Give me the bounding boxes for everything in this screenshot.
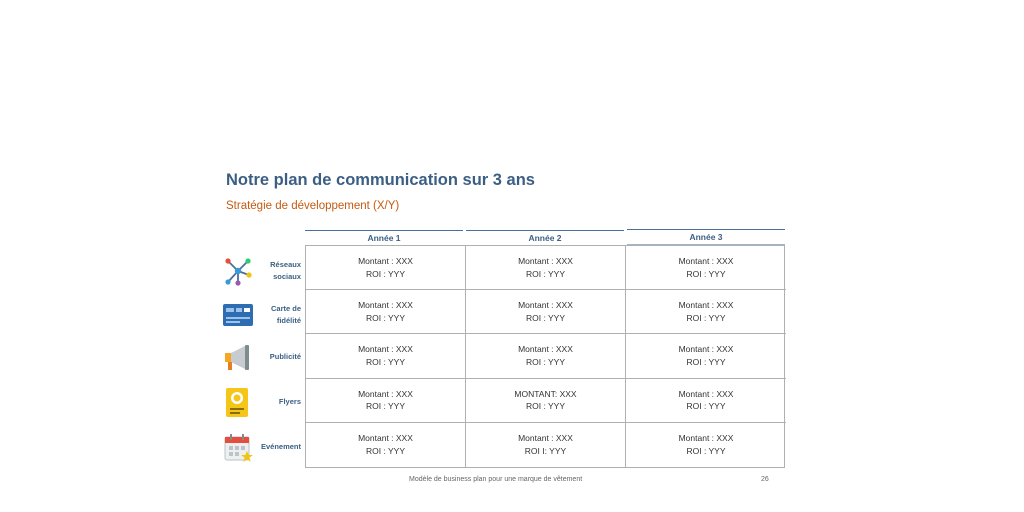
table-cell [306, 290, 466, 334]
page-subtitle: Stratégie de développement (X/Y) [226, 200, 400, 212]
roi-text: ROI : YYY [525, 356, 566, 367]
roi-text: ROI : YYY [365, 312, 406, 323]
table-cell [626, 334, 786, 378]
amount-text: Montant : XXX [678, 300, 734, 311]
page-number: 26 [761, 476, 769, 483]
row-label-reseaux-sociaux [241, 255, 301, 287]
table-cell [466, 423, 626, 467]
budget-table [305, 245, 785, 468]
column-header-year-1: Année 1 [305, 230, 463, 246]
table-cell [466, 379, 626, 423]
amount-text: Montant : XXX [518, 344, 573, 355]
row-label-line: Evénement [260, 442, 301, 451]
amount-text: Montant : XXX [358, 344, 413, 355]
table-cell [306, 423, 466, 467]
footer-text: Modèle de business plan pour une marque de vêtement [409, 476, 583, 483]
row-label-line: Flyers [278, 397, 301, 406]
row-label-line: sociaux [273, 272, 301, 281]
roi-text: ROI I: YYY [524, 445, 567, 456]
table-cell [626, 423, 786, 467]
table-cell [626, 246, 786, 290]
row-label-evenement [241, 431, 301, 463]
amount-text: Montant : XXX [678, 388, 734, 399]
table-cell [466, 246, 626, 290]
amount-text: Montant : XXX [518, 433, 573, 444]
roi-text: ROI : YYY [525, 268, 566, 279]
row-label-carte-fidelite [241, 299, 301, 331]
amount-text: Montant : XXX [358, 256, 413, 267]
roi-text: ROI : YYY [365, 356, 406, 367]
roi-text: ROI : YYY [365, 268, 406, 279]
table-cell [466, 290, 626, 334]
amount-text: Montant : XXX [678, 433, 734, 444]
row-label-publicite [241, 341, 301, 373]
roi-text: ROI : YYY [365, 401, 406, 412]
amount-text: MONTANT: XXX [514, 388, 577, 399]
roi-text: ROI : YYY [686, 356, 726, 367]
column-header-year-3: Année 3 [627, 229, 785, 245]
roi-text: ROI : YYY [686, 312, 726, 323]
roi-text: ROI : YYY [686, 268, 726, 279]
table-cell [306, 246, 466, 290]
amount-text: Montant : XXX [678, 256, 734, 267]
amount-text: Montant : XXX [358, 433, 413, 444]
amount-text: Montant : XXX [678, 344, 734, 355]
column-header-year-2: Année 2 [466, 230, 624, 246]
table-cell [626, 290, 786, 334]
page-title: Notre plan de communication sur 3 ans [226, 171, 535, 189]
roi-text: ROI : YYY [525, 401, 566, 412]
roi-text: ROI : YYY [365, 445, 406, 456]
table-cell [306, 334, 466, 378]
amount-text: Montant : XXX [358, 388, 413, 399]
table-cell [466, 334, 626, 378]
amount-text: Montant : XXX [518, 300, 573, 311]
amount-text: Montant : XXX [518, 256, 573, 267]
row-label-line: fidélité [276, 316, 301, 325]
table-cell [306, 379, 466, 423]
amount-text: Montant : XXX [358, 300, 413, 311]
row-label-flyers [241, 386, 301, 418]
roi-text: ROI : YYY [686, 401, 726, 412]
row-label-line: Réseaux [270, 260, 301, 269]
row-label-line: Carte de [270, 304, 301, 313]
row-label-line: Publicité [269, 352, 301, 361]
table-cell [626, 379, 786, 423]
roi-text: ROI : YYY [525, 312, 566, 323]
roi-text: ROI : YYY [686, 445, 726, 456]
